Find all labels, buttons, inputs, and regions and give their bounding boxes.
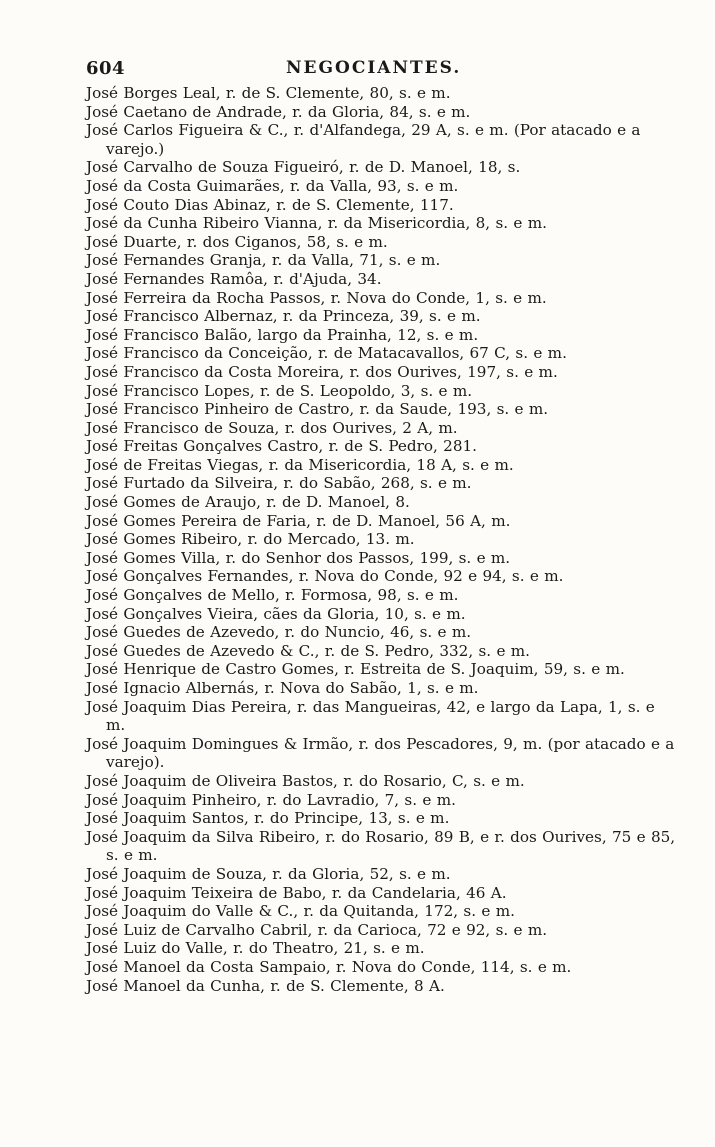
merchant-entry: José Manoel da Costa Sampaio, r. Nova do Conde, 114, s. e m.	[86, 957, 572, 976]
merchant-entry: José Gonçalves Vieira, cães da Gloria, 10, s. e m.	[86, 604, 466, 623]
merchant-entry: José Joaquim de Oliveira Bastos, r. do Rosario, C, s. e m.	[86, 771, 525, 790]
merchant-entry: José Carlos Figueira & C., r. d'Alfandega, 29 A, s. e m. (Por atacado e a varejo.)	[86, 121, 641, 158]
merchant-entry: José Ignacio Albernás, r. Nova do Sabão, 1, s. e m.	[86, 679, 479, 697]
merchant-entry: José Joaquim da Silva Ribeiro, r. do Rosario, 89 B, e r. dos Ourives, 75 e 85, s. e m.	[86, 827, 676, 865]
running-head: NEGOCIANTES.	[286, 58, 462, 78]
merchant-entry: José Guedes de Azevedo & C., r. de S. Pedro, 332, s. e m.	[86, 641, 530, 660]
merchant-entry: José Caetano de Andrade, r. da Gloria, 84, s. e m.	[86, 102, 471, 121]
merchant-entry: José Francisco da Costa Moreira, r. dos Ourives, 197, s. e m.	[86, 362, 558, 381]
merchant-list	[86, 84, 676, 995]
page-number: 604	[86, 58, 126, 79]
merchant-entry: José Francisco da Conceição, r. de Matacavallos, 67 C, s. e m.	[86, 344, 567, 363]
merchant-entry: José Furtado da Silveira, r. do Sabão, 268, s. e m.	[86, 474, 472, 493]
merchant-entry: José Carvalho de Souza Figueiró, r. de D. Manoel, 18, s.	[86, 158, 521, 177]
merchant-entry: José Joaquim de Souza, r. da Gloria, 52, s. e m.	[86, 864, 451, 883]
merchant-entry: José Francisco Lopes, r. de S. Leopoldo, 3, s. e m.	[86, 381, 473, 400]
merchant-entry: José Luiz de Carvalho Cabril, r. da Carioca, 72 e 92, s. e m.	[86, 920, 548, 939]
merchant-entry: José Gomes Pereira de Faria, r. de D. Manoel, 56 A, m.	[86, 511, 511, 530]
merchant-entry: José Duarte, r. dos Ciganos, 58, s. e m.	[86, 232, 388, 251]
merchant-entry: José Francisco de Souza, r. dos Ourives, 2 A, m.	[86, 418, 458, 437]
merchant-entry: José Joaquim Dias Pereira, r. das Mangueiras, 42, e largo da Lapa, 1, s. e m.	[86, 697, 655, 735]
merchant-entry: José Guedes de Azevedo, r. do Nuncio, 46, s. e m.	[86, 623, 472, 642]
merchant-entry: José da Costa Guimarães, r. da Valla, 93, s. e m.	[86, 176, 459, 195]
merchant-entry: José Gonçalves Fernandes, r. Nova do Conde, 92 e 94, s. e m.	[86, 567, 564, 586]
merchant-entry: José Gonçalves de Mello, r. Formosa, 98, s. e m.	[86, 586, 459, 605]
merchant-entry: José Francisco Balão, largo da Prainha, 12, s. e m.	[86, 325, 479, 344]
merchant-entry: José da Cunha Ribeiro Vianna, r. da Misericordia, 8, s. e m.	[86, 214, 547, 233]
merchant-entry: José Gomes de Araujo, r. de D. Manoel, 8.	[86, 493, 410, 512]
merchant-entry: José Freitas Gonçalves Castro, r. de S. Pedro, 281.	[86, 437, 477, 456]
merchant-entry: José Luiz do Valle, r. do Theatro, 21, s. e m.	[86, 939, 425, 958]
page-header	[86, 58, 666, 84]
merchant-entry: José Gomes Ribeiro, r. do Mercado, 13. m.	[86, 530, 415, 549]
merchant-entry: José Francisco Pinheiro de Castro, r. da Saude, 193, s. e m.	[86, 400, 549, 419]
merchant-entry: José Joaquim Pinheiro, r. do Lavradio, 7, s. e m.	[86, 790, 456, 809]
merchant-entry: José Couto Dias Abinaz, r. de S. Clemente, 117.	[86, 195, 454, 214]
merchant-entry: José Fernandes Granja, r. da Valla, 71, s. e m.	[86, 251, 441, 270]
merchant-entry: José Borges Leal, r. de S. Clemente, 80, s. e m.	[86, 84, 451, 102]
merchant-entry: José de Freitas Viegas, r. da Misericordia, 18 A, s. e m.	[86, 455, 514, 474]
merchant-entry: José Ferreira da Rocha Passos, r. Nova do Conde, 1, s. e m.	[86, 288, 547, 307]
merchant-entry: José Joaquim Teixeira de Babo, r. da Candelaria, 46 A.	[86, 883, 507, 902]
merchant-entry: José Henrique de Castro Gomes, r. Estreita de S. Joaquim, 59, s. e m.	[86, 660, 625, 679]
merchant-entry: José Joaquim Domingues & Irmão, r. dos Pescadores, 9, m. (por atacado e a varejo).	[86, 734, 675, 772]
merchant-entry: José Gomes Villa, r. do Senhor dos Passos, 199, s. e m.	[86, 548, 511, 567]
merchant-entry: José Joaquim do Valle & C., r. da Quitanda, 172, s. e m.	[86, 902, 515, 921]
merchant-entry: José Joaquim Santos, r. do Principe, 13, s. e m.	[86, 809, 450, 828]
merchant-entry: José Francisco Albernaz, r. da Princeza, 39, s. e m.	[86, 307, 481, 326]
merchant-entry: José Fernandes Ramôa, r. d'Ajuda, 34.	[86, 269, 382, 288]
merchant-entry: José Manoel da Cunha, r. de S. Clemente, 8 A.	[86, 976, 445, 995]
